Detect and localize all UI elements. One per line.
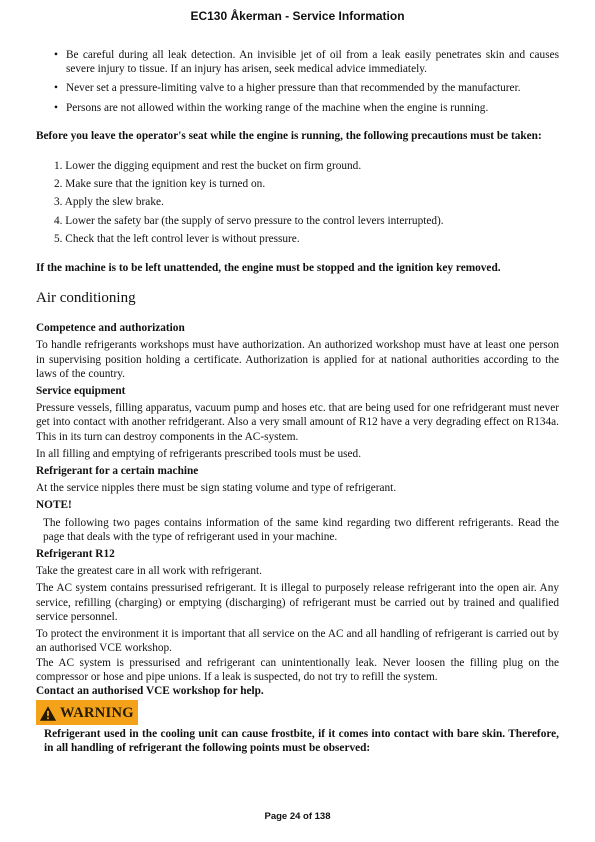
list-item: 2. Make sure that the ignition key is turned on.: [54, 178, 266, 191]
page-content: [36, 48, 559, 756]
refrigerant-machine-text: At the service nipples there must be sign stating volume and type of refrigerant.: [36, 482, 397, 495]
precaution-steps: [36, 159, 559, 246]
contact-workshop: Contact an authorised VCE workshop for help.: [36, 684, 264, 697]
r12-text: The AC system contains pressurised refrigerant. It is illegal to purposely release refrigerant into the open air. Any service, refilling (charging) or emptying (discharging) of refrigerant must be carried out by trained and qualified service personnel.: [36, 582, 559, 623]
r12-text: The AC system is pressurised and refrigerant can unintentionally leak. Never loosen the filling plug on the compressor or hose and pipe unions. If a leak is suspected, do not try to refill the system.: [36, 656, 559, 683]
r12-text: To protect the environment it is important that all service on the AC and all handling of refrigerant is carried out by an authorised VCE workshop.: [36, 628, 559, 655]
list-item: 4. Lower the safety bar (the supply of servo pressure to the control levers interrupted).: [54, 214, 444, 227]
list-item: 1. Lower the digging equipment and rest the bucket on firm ground.: [54, 160, 362, 173]
heading-service-equipment: Service equipment: [36, 385, 126, 398]
r12-text: Take the greatest care in all work with refrigerant.: [36, 565, 262, 578]
heading-competence: Competence and authorization: [36, 322, 185, 335]
unattended-warning: If the machine is to be left unattended, the engine must be stopped and the ignition key removed.: [36, 262, 501, 275]
competence-text: To handle refrigerants workshops must have authorization. An authorized workshop must have at least one person in supervising position holding a certificate. Authorization is applied for at national authorities according to the laws of the country.: [36, 339, 559, 380]
warning-label: WARNING: [60, 705, 134, 721]
page-header: EC130 Åkerman - Service Information: [190, 9, 405, 23]
list-item: • Be careful during all leak detection. An invisible jet of oil from a leak easily penetrates skin and causes severe injury to tissue. If an injury has arisen, seek medical advice immediately.: [66, 48, 559, 76]
list-item: • Persons are not allowed within the working range of the machine when the engine is running.: [66, 101, 559, 115]
section-title-air-conditioning: Air conditioning: [36, 290, 136, 307]
page-number: Page 24 of 138: [264, 811, 331, 822]
warning-triangle-icon: [39, 705, 57, 722]
list-item: • Never set a pressure-limiting valve to a higher pressure than that recommended by the manufacturer.: [66, 81, 559, 95]
safety-bullet-list: [36, 48, 559, 115]
warning-badge: [36, 700, 138, 725]
list-item: 5. Check that the left control lever is without pressure.: [54, 232, 300, 245]
precautions-intro: Before you leave the operator's seat while the engine is running, the following precautions must be taken:: [36, 129, 542, 142]
note-label: NOTE!: [36, 499, 72, 512]
list-item: 3. Apply the slew brake.: [54, 196, 164, 209]
heading-refrigerant-machine: Refrigerant for a certain machine: [36, 465, 199, 478]
warning-text: Refrigerant used in the cooling unit can cause frostbite, if it comes into contact with bare skin. Therefore, in all handling of refrigerant the following points must be observed:: [44, 728, 559, 755]
equipment-text: Pressure vessels, filling apparatus, vacuum pump and hoses etc. that are being used for one refridgerant must never get into contact with another refridgerant. Also a very small amount of R12 have a very degrading effect on R134a. This in its turn can destroy components in the AC-system.: [36, 402, 559, 443]
equipment-tools-text: In all filling and emptying of refrigerants prescribed tools must be used.: [36, 447, 362, 460]
note-text: The following two pages contains information of the same kind regarding two different refrigerants. Read the page that deals with the type of refrigerant used in your machine.: [43, 516, 559, 543]
heading-refrigerant-r12: Refrigerant R12: [36, 548, 115, 561]
